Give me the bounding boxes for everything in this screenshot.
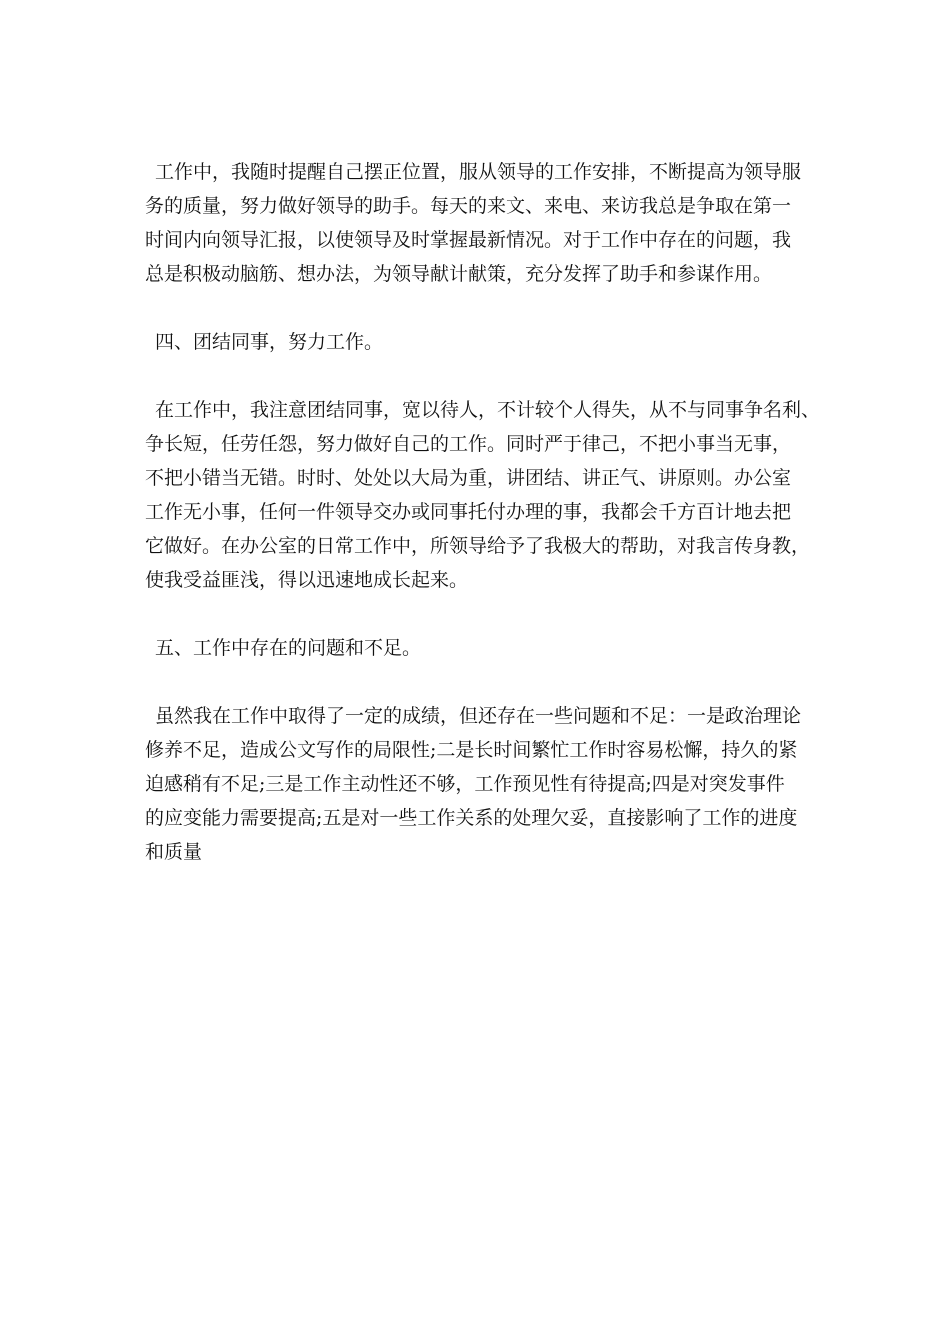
text-line: 迫感稍有不足;三是工作主动性还不够，工作预见性有待提高;四是对突发事件	[145, 773, 785, 795]
text-line: 修养不足，造成公文写作的局限性;二是长时间繁忙工作时容易松懈，持久的紧	[145, 739, 798, 761]
text-line: 不把小错当无错。时时、处处以大局为重，讲团结、讲正气、讲原则。办公室	[145, 467, 792, 489]
text-line: 争长短，任劳任怨，努力做好自己的工作。同时严于律己，不把小事当无事，	[145, 433, 792, 455]
text-line: 在工作中，我注意团结同事，宽以待人，不计较个人得失，从不与同事争名利、	[155, 399, 821, 421]
paragraph-spacer	[145, 665, 825, 699]
document-body	[145, 155, 825, 869]
text-line: 虽然我在工作中取得了一定的成绩，但还存在一些问题和不足：一是政治理论	[155, 705, 802, 727]
paragraph-leadership-support	[145, 155, 825, 291]
paragraph-problems-shortcomings	[145, 699, 825, 869]
paragraph-unity-colleagues	[145, 393, 825, 597]
text-line: 它做好。在办公室的日常工作中，所领导给予了我极大的帮助，对我言传身教，	[145, 535, 811, 557]
text-line: 和质量	[145, 841, 203, 863]
text-line: 总是积极动脑筋、想办法，为领导献计献策，充分发挥了助手和参谋作用。	[145, 263, 773, 285]
text-line: 工作无小事，任何一件领导交办或同事托付办理的事，我都会千方百计地去把	[145, 501, 792, 523]
paragraph-spacer	[145, 291, 825, 325]
paragraph-spacer	[145, 597, 825, 631]
section-heading-4: 四、团结同事，努力工作。	[155, 331, 384, 353]
section-heading-5: 五、工作中存在的问题和不足。	[155, 637, 422, 659]
text-line: 工作中，我随时提醒自己摆正位置，服从领导的工作安排，不断提高为领导服	[155, 161, 802, 183]
text-line: 使我受益匪浅，得以迅速地成长起来。	[145, 569, 469, 591]
text-line: 的应变能力需要提高;五是对一些工作关系的处理欠妥，直接影响了工作的进度	[145, 807, 798, 829]
text-line: 时间内向领导汇报，以使领导及时掌握最新情况。对于工作中存在的问题，我	[145, 229, 792, 251]
paragraph-spacer	[145, 359, 825, 393]
text-line: 务的质量，努力做好领导的助手。每天的来文、来电、来访我总是争取在第一	[145, 195, 792, 217]
